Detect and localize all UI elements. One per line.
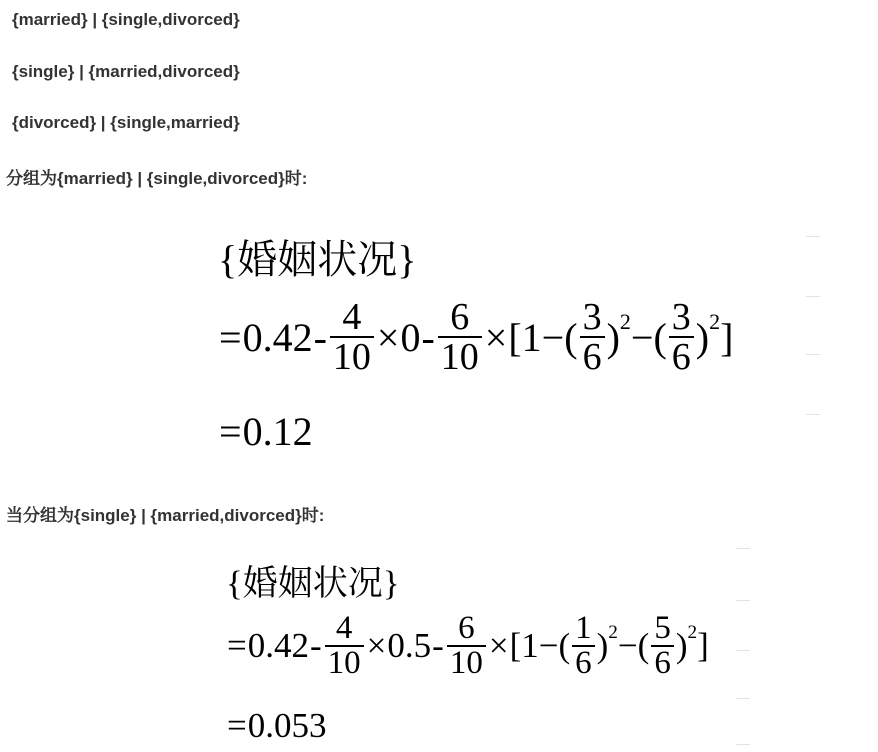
times-sign: × [376, 314, 400, 360]
paren-open: −( [630, 314, 667, 360]
split-option-1: {married} | {single,divorced} [12, 10, 240, 29]
section-heading-married-split: 分组为{married} | {single,divorced}时: [6, 169, 308, 188]
fraction-numerator: 1 [575, 610, 592, 646]
formula-result-row [218, 408, 313, 455]
minus-sign: - [313, 314, 327, 360]
times-sign: × [366, 626, 387, 665]
parent-gini: 0.42 [247, 626, 309, 665]
formula-expression-row [218, 298, 733, 376]
fraction-denominator: 6 [575, 645, 592, 681]
minus-sign: - [432, 626, 444, 665]
paren-close: ) [596, 626, 609, 665]
fraction-denominator: 10 [332, 336, 371, 378]
bracket-open: [1 [509, 626, 539, 665]
result-value: 0.053 [247, 706, 327, 745]
equals-sign: = [227, 626, 247, 665]
weight-right-fraction [438, 298, 482, 376]
probability-fraction-2 [669, 298, 694, 376]
scan-tick-mark [736, 548, 750, 549]
paren-close: ) [695, 314, 710, 360]
minus-sign: - [421, 314, 435, 360]
fraction-numerator: 3 [671, 296, 691, 338]
minus-sign: - [310, 626, 322, 665]
formula-label-row [218, 228, 416, 285]
scan-tick-mark [806, 236, 820, 237]
fraction-denominator: 10 [327, 645, 361, 681]
paren-close: ) [675, 626, 688, 665]
scan-tick-mark [736, 744, 750, 745]
fraction-numerator: 6 [458, 610, 475, 646]
probability-fraction-1 [580, 298, 605, 376]
bracket-close: ] [697, 626, 709, 665]
attribute-label: {婚姻状况} [218, 237, 417, 282]
square-exponent: 2 [619, 308, 631, 334]
fraction-denominator: 6 [582, 336, 602, 378]
bracket-close: ] [720, 314, 734, 360]
paren-close: ) [606, 314, 620, 360]
probability-fraction-1 [572, 612, 595, 680]
weight-left-fraction [325, 612, 364, 680]
weight-left-fraction [330, 298, 374, 376]
split-option-3: {divorced} | {single,married} [12, 113, 240, 132]
scan-tick-mark [736, 600, 750, 601]
equals-sign: = [227, 706, 247, 745]
formula-expression-row [226, 612, 709, 680]
left-gini: 0.5 [387, 626, 432, 665]
times-sign: × [488, 626, 509, 665]
scan-tick-mark [806, 414, 820, 415]
fraction-numerator: 4 [335, 610, 353, 646]
fraction-numerator: 6 [450, 296, 470, 338]
fraction-denominator: 10 [449, 645, 483, 681]
fraction-denominator: 6 [671, 336, 691, 378]
fraction-denominator: 6 [654, 645, 671, 681]
paren-open: −( [617, 626, 650, 665]
attribute-label: {婚姻状况} [226, 564, 400, 603]
formula-result-row [226, 706, 327, 746]
weight-right-fraction [447, 612, 486, 680]
probability-fraction-2 [651, 612, 674, 680]
formula-label-row [226, 556, 400, 606]
bracket-open: [1 [508, 314, 542, 360]
split-option-2: {single} | {married,divorced} [12, 62, 240, 81]
fraction-numerator: 4 [342, 296, 362, 338]
square-exponent: 2 [687, 621, 698, 643]
fraction-numerator: 3 [582, 296, 602, 338]
times-sign: × [484, 314, 508, 360]
fraction-numerator: 5 [654, 610, 671, 646]
scan-tick-mark [736, 698, 750, 699]
paren-open: −( [538, 626, 571, 665]
square-exponent: 2 [608, 621, 618, 643]
scan-tick-mark [806, 296, 820, 297]
square-exponent: 2 [709, 308, 721, 334]
section-heading-single-split: 当分组为{single} | {married,divorced}时: [6, 506, 325, 525]
scan-tick-mark [806, 354, 820, 355]
fraction-denominator: 10 [440, 336, 479, 378]
left-gini: 0 [400, 314, 421, 360]
result-value: 0.12 [242, 409, 313, 454]
scan-tick-mark [736, 650, 750, 651]
paren-open: −( [541, 314, 578, 360]
parent-gini: 0.42 [242, 314, 313, 360]
equals-sign: = [219, 314, 242, 360]
equals-sign: = [219, 409, 242, 454]
